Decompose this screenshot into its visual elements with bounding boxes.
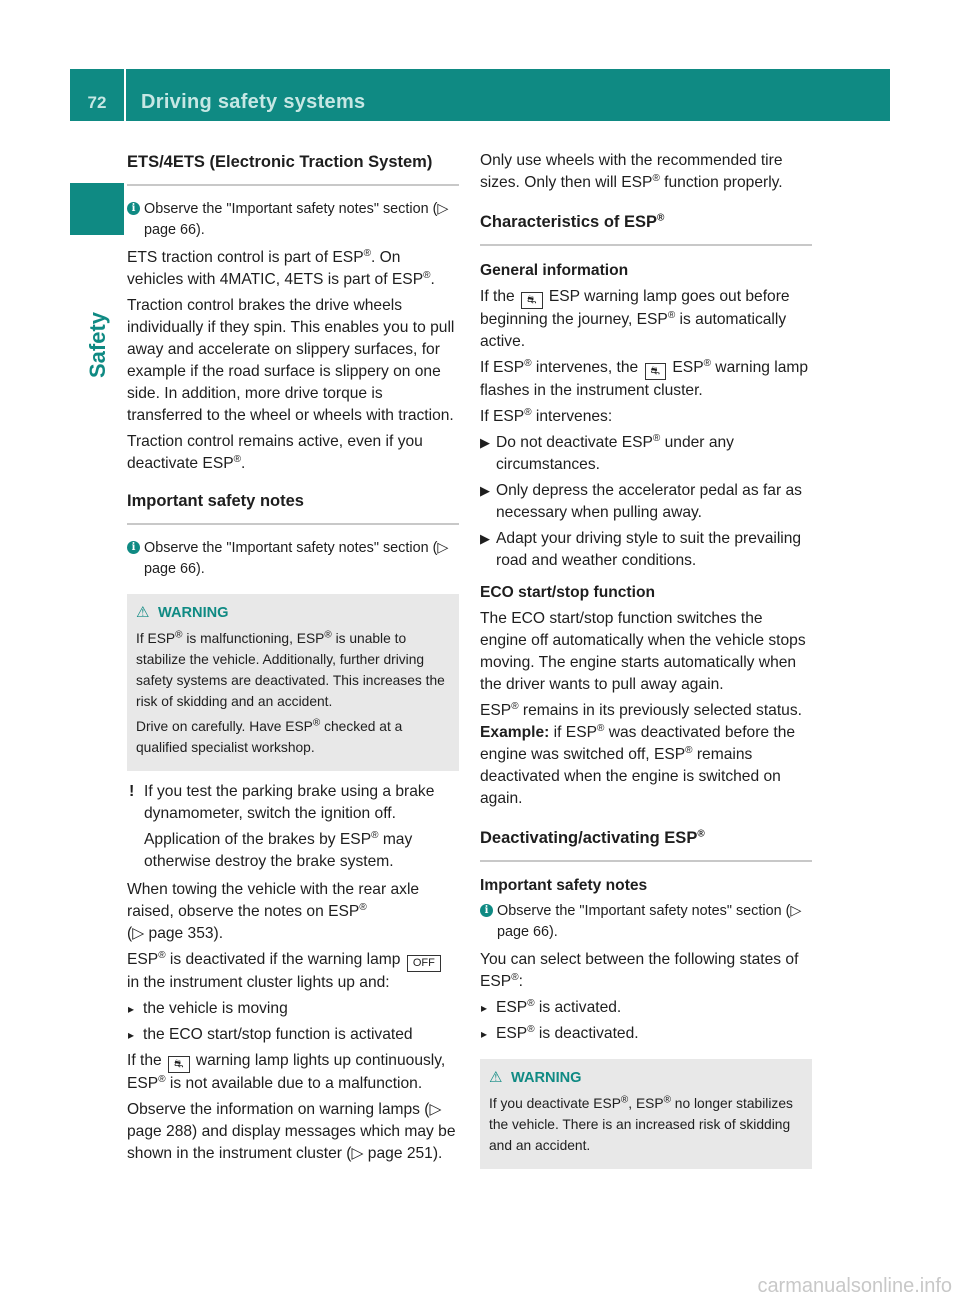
info-text[interactable]: Observe the "Important safety notes" section (▷ page 66). xyxy=(497,903,802,940)
warning-text: Drive on carefully. Have ESP® checked at a qualified specialist workshop. xyxy=(136,717,403,755)
list-item: ▸ ESP® is activated. xyxy=(480,997,812,1019)
paragraph: Traction control brakes the drive wheels individually if they spin. This enables you to pull away and accelerate on slippery surfaces, for example if the road surface is slippery on one side. In addition, more drive torque is transferred to the wheel or wheels with traction. xyxy=(127,297,455,424)
bullet-icon: ▸ xyxy=(128,1002,135,1016)
step-arrow-icon: ▶ xyxy=(480,435,490,450)
watermark: carmanualsonline.info xyxy=(757,1275,952,1297)
warning-box xyxy=(480,1059,812,1169)
warning-header xyxy=(489,1067,803,1089)
info-icon: i xyxy=(480,904,493,917)
step-item: ▶ Do not deactivate ESP® under any circumstances. xyxy=(480,432,734,473)
esp-warning-lamp-icon: ⛐ xyxy=(168,1056,190,1073)
paragraph: Observe the information on warning lamps (▷ page 288) and display messages which may be shown in the instrument cluster (▷ page 251). xyxy=(127,1101,456,1162)
esp-off-warning-lamp-icon: OFF xyxy=(407,955,441,972)
header-divider xyxy=(124,69,126,121)
exclamation-icon: ! xyxy=(129,783,135,800)
section-title: Driving safety systems xyxy=(141,91,366,113)
paragraph: If the ⛐ ESP warning lamp goes out before beginning the journey, ESP® is automatically active. xyxy=(480,288,790,350)
ets-heading: ETS/4ETS (Electronic Traction System) xyxy=(127,150,459,186)
page-header xyxy=(70,69,890,121)
note-text: Application of the brakes by ESP® may otherwise destroy the brake system. xyxy=(144,829,413,870)
info-note xyxy=(480,901,812,943)
paragraph: Only use wheels with the recommended tire sizes. Only then will ESP® function properly. xyxy=(480,152,783,191)
characteristics-heading: Characteristics of ESP® xyxy=(480,210,812,246)
paragraph: Traction control remains active, even if you deactivate ESP®. xyxy=(127,433,423,472)
important-safety-heading: Important safety notes xyxy=(480,877,648,894)
warning-title: WARNING xyxy=(511,1070,582,1086)
left-column xyxy=(127,150,459,1169)
side-tab xyxy=(84,300,112,390)
info-note xyxy=(127,199,459,241)
bullet-icon: ▸ xyxy=(481,1001,488,1015)
warning-icon: ⚠ xyxy=(489,1069,503,1086)
side-tab-label: Safety xyxy=(85,311,110,379)
page-number: 72 xyxy=(87,93,107,112)
step-arrow-icon: ▶ xyxy=(480,531,490,546)
general-information-heading: General information xyxy=(480,262,629,279)
info-icon: i xyxy=(127,541,140,554)
page-reference[interactable]: (▷ page 353). xyxy=(127,925,224,942)
warning-box xyxy=(127,594,459,771)
info-text[interactable]: Observe the "Important safety notes" section (▷ page 66). xyxy=(144,540,449,577)
paragraph: ETS traction control is part of ESP®. On vehicles with 4MATIC, 4ETS is part of ESP®. xyxy=(127,247,435,288)
warning-text: If you deactivate ESP®, ESP® no longer stabilizes the vehicle. There is an increased risk of skidding and an accident. xyxy=(489,1094,793,1153)
list-item: ▸ the ECO start/stop function is activated xyxy=(127,1024,459,1046)
paragraph: If ESP® intervenes, the ⛐ ESP® warning lamp flashes in the instrument cluster. xyxy=(480,357,809,399)
right-column xyxy=(480,150,812,1179)
list-item: ▸ the vehicle is moving xyxy=(127,998,459,1020)
paragraph: When towing the vehicle with the rear axle raised, observe the notes on ESP® (▷ page 353). xyxy=(127,881,420,942)
paragraph: If ESP® intervenes: xyxy=(480,406,613,425)
paragraph: ESP® is deactivated if the warning lamp OFF in the instrument cluster lights up and: xyxy=(127,949,459,994)
warning-icon: ⚠ xyxy=(136,604,150,621)
paragraph: If the ⛐ warning lamp lights up continuously, ESP® is not available due to a malfunction. xyxy=(127,1052,446,1092)
deactivating-heading: Deactivating/activating ESP® xyxy=(480,826,812,862)
warning-title: WARNING xyxy=(158,605,229,621)
warning-text: If ESP® is malfunctioning, ESP® is unable to stabilize the vehicle. Additionally, further driving safety systems are deactivated. This increases the risk of skidding and an accident. xyxy=(136,629,445,709)
list-item: ▸ ESP® is deactivated. xyxy=(480,1023,812,1045)
note-text: If you test the parking brake using a brake dynamometer, switch the ignition off. xyxy=(144,783,435,822)
paragraph: You can select between the following states of ESP®: xyxy=(480,951,799,990)
caution-note xyxy=(127,781,459,873)
important-safety-heading: Important safety notes xyxy=(127,489,459,525)
side-tab-marker xyxy=(70,183,124,235)
paragraph: ESP® remains in its previously selected status. Example: if ESP® was deactivated before the engine was switched off, ESP® remains deactivated when the engine is switched on again. xyxy=(480,700,802,807)
info-note xyxy=(127,538,459,580)
step-item: ▶ Adapt your driving style to suit the prevailing road and weather conditions. xyxy=(480,530,802,569)
bullet-icon: ▸ xyxy=(481,1027,488,1041)
eco-heading: ECO start/stop function xyxy=(480,584,655,601)
step-arrow-icon: ▶ xyxy=(480,483,490,498)
esp-warning-lamp-icon: ⛐ xyxy=(521,292,543,309)
paragraph: The ECO start/stop function switches the engine off automatically when the vehicle stops moving. The engine starts automatically when the driver wants to pull away again. xyxy=(480,610,806,693)
warning-header xyxy=(136,602,450,624)
step-item: ▶ Only depress the accelerator pedal as far as necessary when pulling away. xyxy=(480,482,802,521)
info-icon: i xyxy=(127,202,140,215)
info-text[interactable]: Observe the "Important safety notes" section (▷ page 66). xyxy=(144,201,449,238)
bullet-icon: ▸ xyxy=(128,1028,135,1042)
esp-warning-lamp-icon: ⛐ xyxy=(645,363,667,380)
